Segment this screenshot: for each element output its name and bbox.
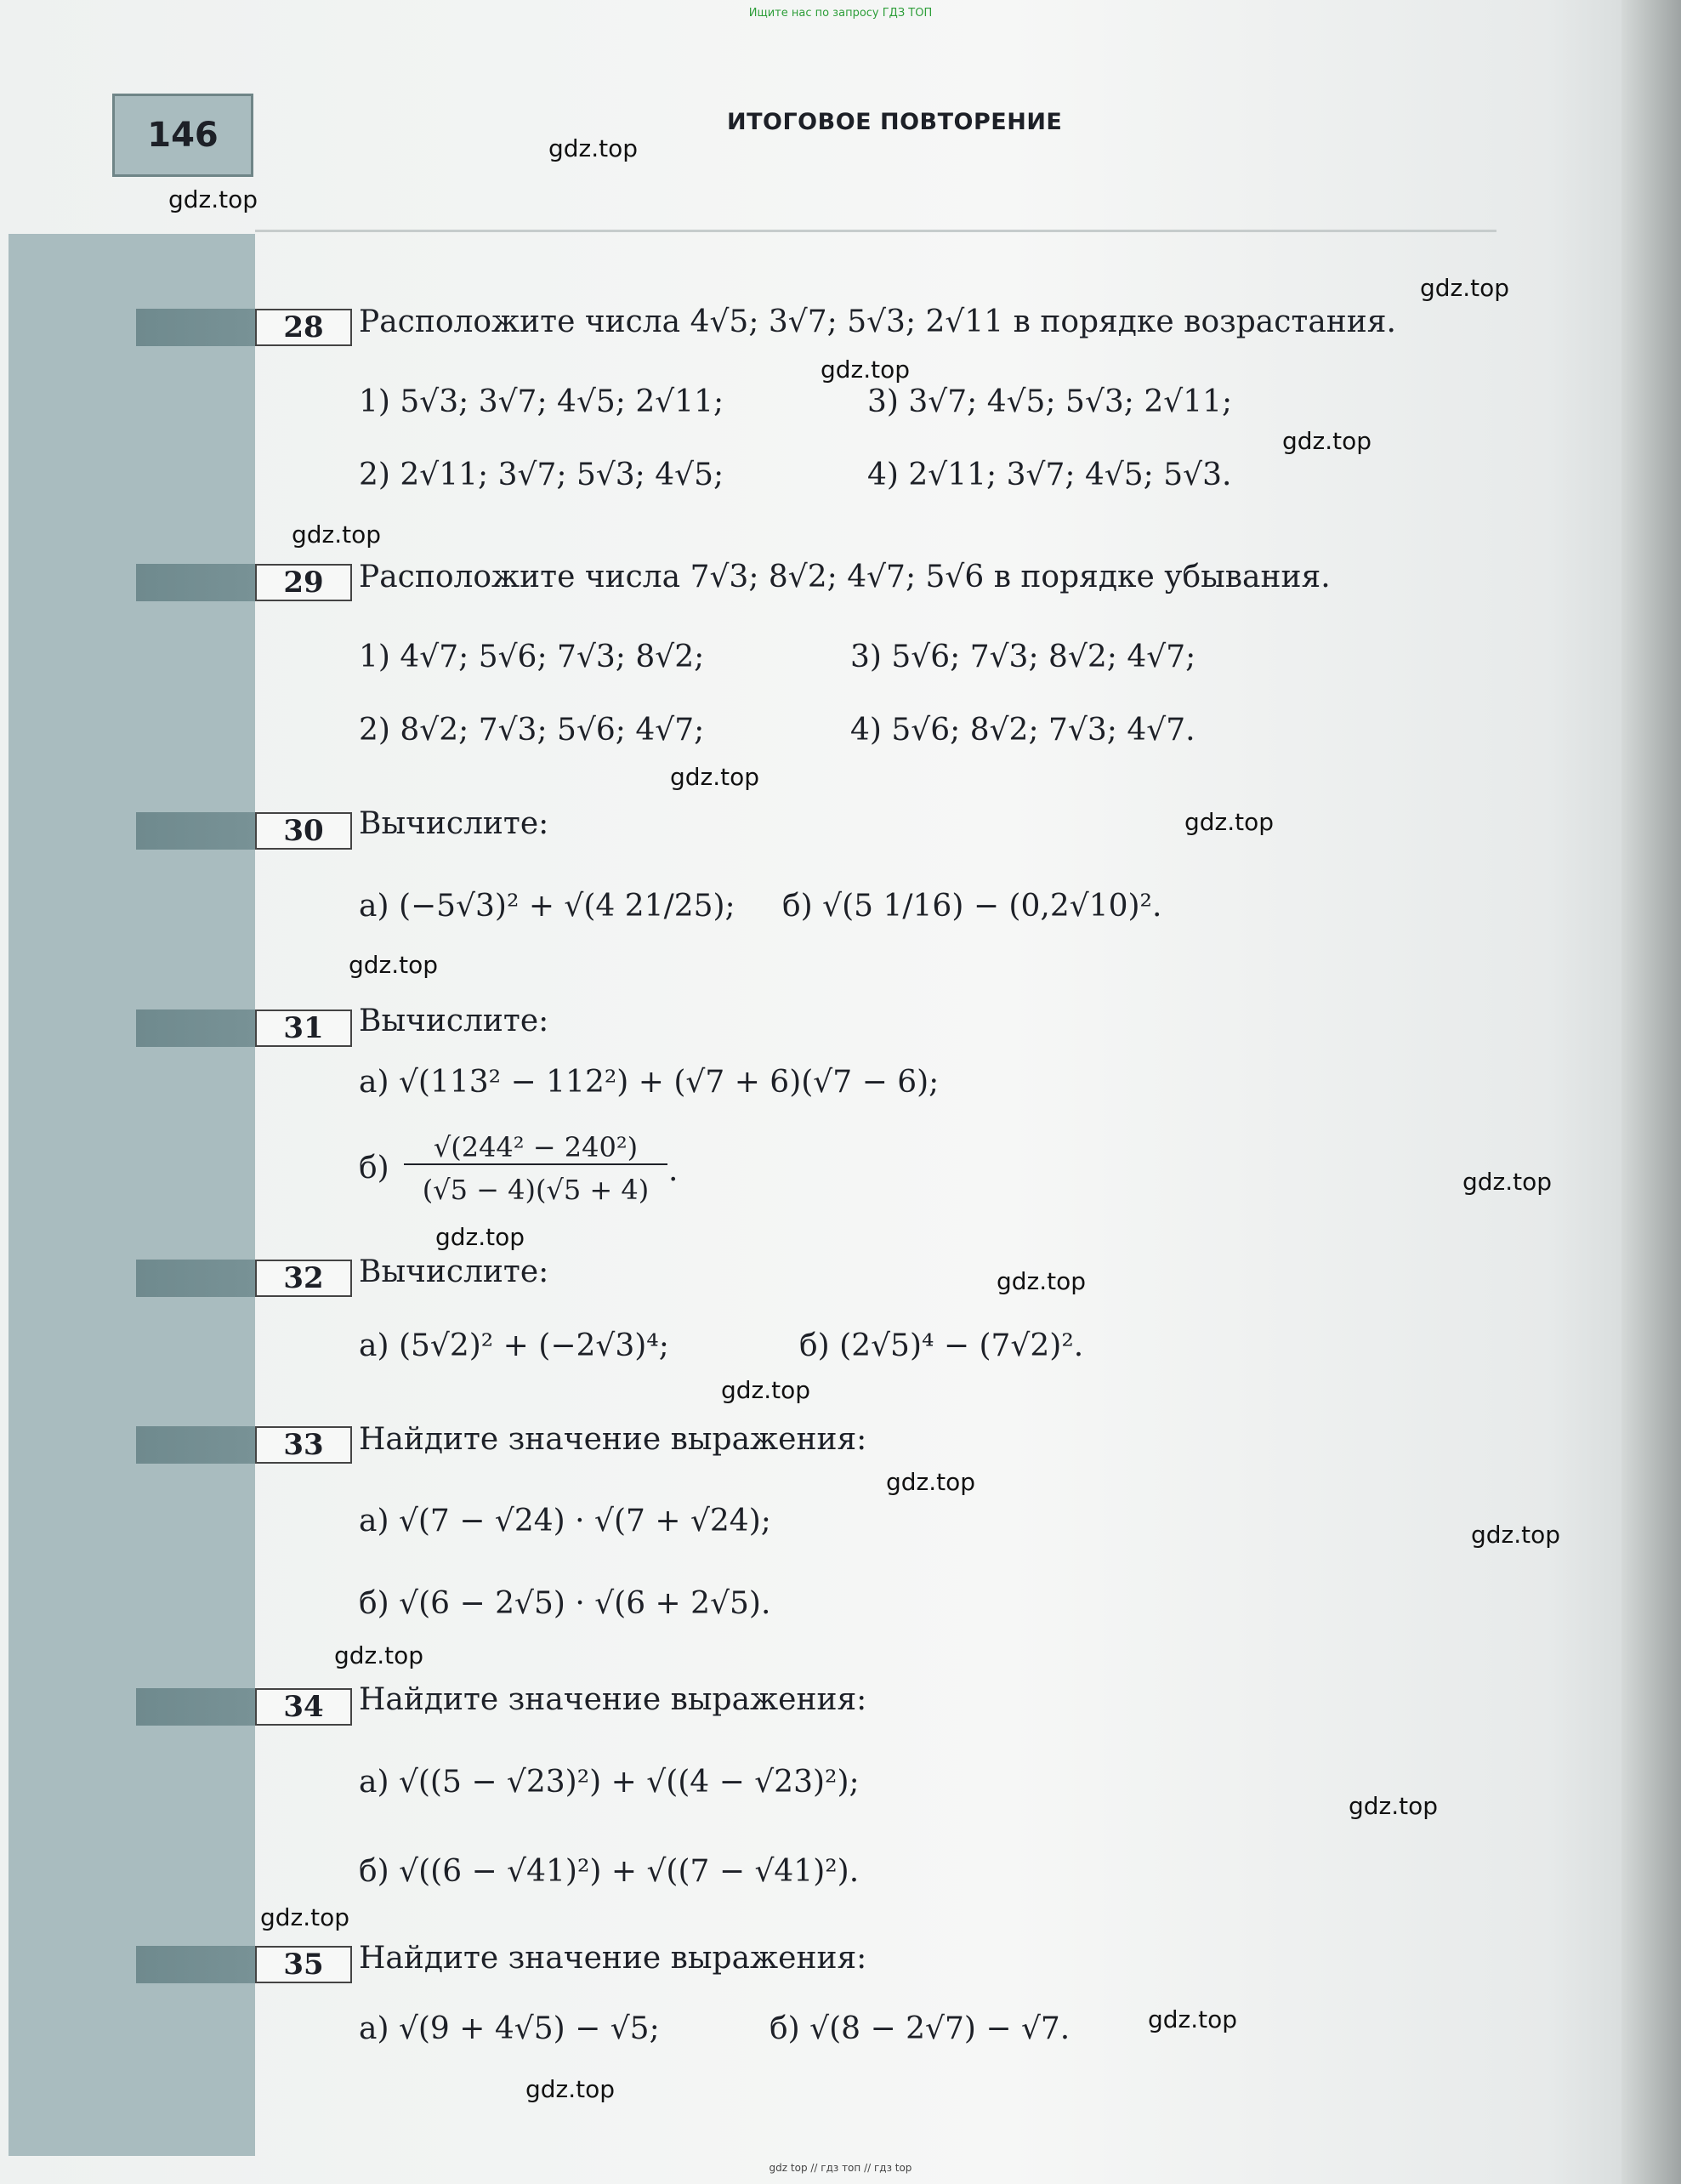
- top-link[interactable]: Ищите нас по запросу ГДЗ ТОП: [748, 7, 933, 20]
- watermark: gdz.top: [349, 951, 439, 979]
- watermark: gdz.top: [292, 520, 382, 549]
- answer-option: 3) 5√6; 7√3; 8√2; 4√7;: [850, 640, 1196, 674]
- answer-option: 4) 5√6; 8√2; 7√3; 4√7.: [850, 713, 1195, 748]
- watermark: gdz.top: [1148, 2005, 1238, 2033]
- expression-b: б) (2√5)⁴ − (7√2)².: [799, 1328, 1084, 1363]
- watermark: gdz.top: [260, 1903, 350, 1931]
- task-title: Расположите числа 4√5; 3√7; 5√3; 2√11 в порядке возрастания.: [359, 304, 1396, 339]
- task-number: 29: [255, 564, 352, 601]
- answer-option: 4) 2√11; 3√7; 4√5; 5√3.: [867, 458, 1232, 492]
- task-title: Расположите числа 7√3; 8√2; 4√7; 5√6 в порядке убывания.: [359, 560, 1331, 594]
- watermark: gdz.top: [548, 134, 639, 162]
- expression-a: а) (−5√3)² + √(4 21/25);: [359, 889, 735, 924]
- header-rule: [255, 230, 1496, 232]
- task-title: Вычислите:: [359, 1004, 549, 1038]
- watermark: gdz.top: [1184, 808, 1275, 836]
- watermark: gdz.top: [525, 2075, 616, 2103]
- section-title: ИТОГОВОЕ ПОВТОРЕНИЕ: [727, 109, 1063, 135]
- answer-option: 1) 5√3; 3√7; 4√5; 2√11;: [359, 384, 724, 419]
- task-number: 33: [255, 1426, 352, 1464]
- watermark: gdz.top: [1282, 427, 1372, 455]
- watermark: gdz.top: [821, 355, 911, 384]
- page-number: 146: [112, 94, 253, 177]
- watermark: gdz.top: [997, 1267, 1087, 1295]
- watermark: gdz.top: [168, 185, 258, 213]
- page-edge: [1621, 0, 1681, 2184]
- expression-a: а) √(113² − 112²) + (√7 + 6)(√7 − 6);: [359, 1065, 940, 1100]
- expression-a: а) √(9 + 4√5) − √5;: [359, 2011, 660, 2046]
- task-number: 31: [255, 1010, 352, 1047]
- watermark: gdz.top: [1420, 274, 1510, 302]
- task-title: Найдите значение выражения:: [359, 1422, 867, 1457]
- watermark: gdz.top: [1349, 1792, 1439, 1820]
- answer-option: 3) 3√7; 4√5; 5√3; 2√11;: [867, 384, 1233, 419]
- expression-b-prefix: б): [359, 1151, 389, 1186]
- expression-a: а) √(7 − √24) · √(7 + √24);: [359, 1504, 771, 1538]
- task-title: Найдите значение выражения:: [359, 1941, 867, 1976]
- watermark: gdz.top: [670, 763, 760, 791]
- task-title: Найдите значение выражения:: [359, 1682, 867, 1717]
- watermark: gdz.top: [334, 1641, 424, 1669]
- fraction-numerator: √(244² − 240²): [404, 1131, 667, 1165]
- fraction-denominator: (√5 − 4)(√5 + 4): [422, 1174, 650, 1206]
- task-title: Вычислите:: [359, 1254, 549, 1289]
- watermark: gdz.top: [1462, 1168, 1553, 1196]
- expression-b: б) √(6 − 2√5) · √(6 + 2√5).: [359, 1586, 771, 1621]
- expression-b: б) √(5 1/16) − (0,2√10)².: [782, 889, 1162, 924]
- task-number: 35: [255, 1946, 352, 1983]
- task-number: 30: [255, 812, 352, 850]
- watermark: gdz.top: [435, 1223, 525, 1251]
- watermark: gdz.top: [886, 1468, 976, 1496]
- expression-a: а) √((5 − √23)²) + √((4 − √23)²);: [359, 1765, 860, 1800]
- answer-option: 2) 8√2; 7√3; 5√6; 4√7;: [359, 713, 705, 748]
- task-number: 34: [255, 1688, 352, 1726]
- sidebar-band: [9, 234, 255, 2156]
- watermark: gdz.top: [1471, 1521, 1561, 1549]
- task-number: 32: [255, 1260, 352, 1297]
- answer-option: 1) 4√7; 5√6; 7√3; 8√2;: [359, 640, 705, 674]
- task-number: 28: [255, 309, 352, 346]
- expression-b: б) √(8 − 2√7) − √7.: [770, 2011, 1071, 2046]
- period: .: [668, 1153, 679, 1188]
- expression-a: а) (5√2)² + (−2√3)⁴;: [359, 1328, 669, 1363]
- watermark: gdz.top: [721, 1376, 811, 1404]
- bottom-link[interactable]: gdz top // гдз топ // гдз top: [769, 2162, 912, 2174]
- answer-option: 2) 2√11; 3√7; 5√3; 4√5;: [359, 458, 724, 492]
- task-title: Вычислите:: [359, 806, 549, 841]
- expression-b: б) √((6 − √41)²) + √((7 − √41)²).: [359, 1854, 860, 1889]
